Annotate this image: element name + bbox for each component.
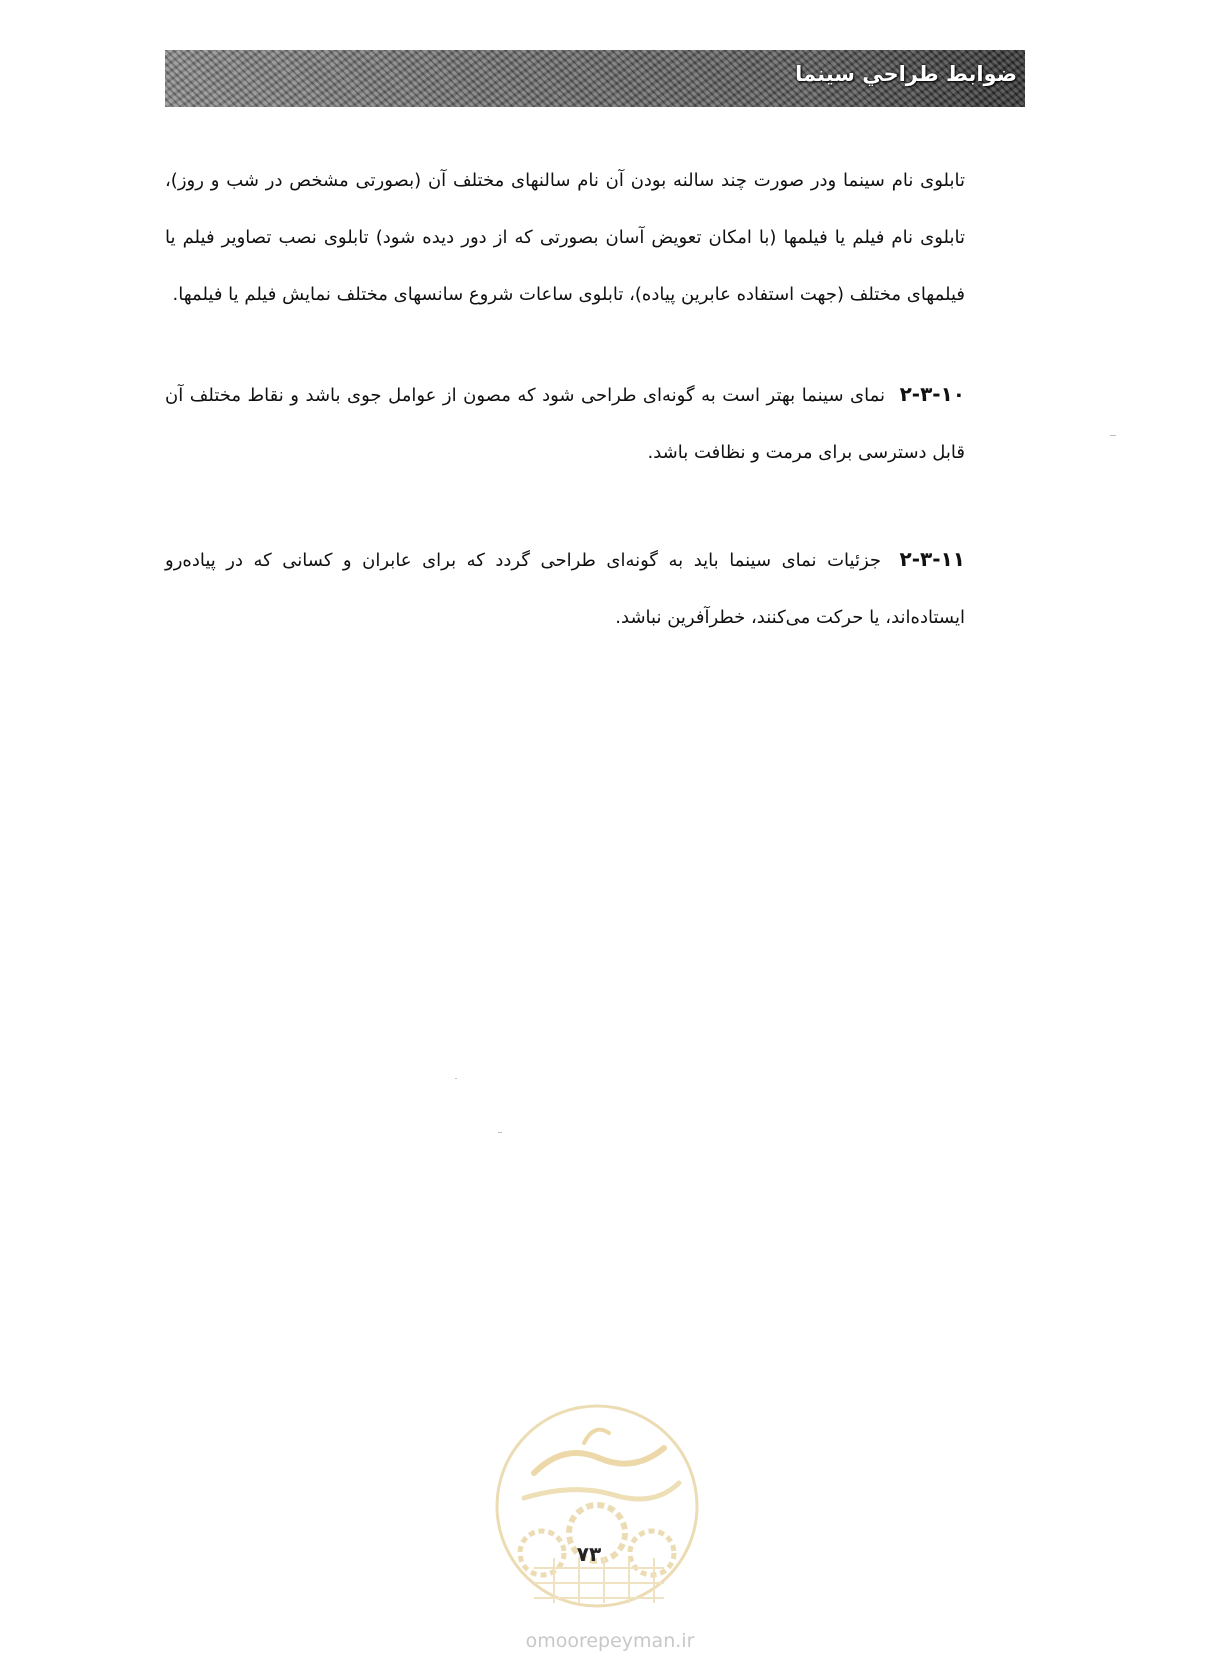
section-number: ۲-۳-۱۱: [899, 547, 965, 571]
scan-speck: [498, 1132, 502, 1133]
header-banner: [165, 50, 1025, 107]
paragraph-text: جزئیات نمای سینما باید به گونه‌ای طراحی گردد که برای عابران و کسانی که در پیاده‌رو ایستاده‌اند، یا حرکت می‌کنند، خطرآفرین نباشد.: [165, 550, 965, 628]
document-body: [165, 152, 965, 646]
watermark-url: omoorepeyman.ir: [525, 1630, 695, 1652]
scan-speck: [455, 1078, 457, 1079]
paragraph-section-10: [165, 366, 965, 481]
paragraph-text: نمای سینما بهتر است به گونه‌ای طراحی شود که مصون از عوامل جوی باشد و نقاط مختلف آن قابل دسترسی برای مرمت و نظافت باشد.: [165, 385, 965, 463]
paragraph-intro: [165, 152, 965, 323]
scan-speck: [1110, 435, 1116, 436]
paragraph-section-11: [165, 531, 965, 646]
watermark-stamp-logo: [494, 1403, 700, 1609]
header-title: ضوابط طراحي سينما: [795, 62, 1017, 86]
paragraph-text: تابلوی نام سینما ودر صورت چند سالنه بودن آن نام سالنهای مختلف آن (بصورتی مشخص در شب و روز)، تابلوی نام فیلم یا فیلمها (با امکان تعویض آسان بصورتی که از دور دیده شود) تابلوی نصب تصاویر فیلم یا فیلمهای مختلف (جهت استفاده عابرین پیاده)، تابلوی ساعات شروع سانسهای مختلف نمایش فیلم یا فیلمها.: [165, 170, 965, 305]
section-number: ۲-۳-۱۰: [899, 382, 965, 406]
page-number: ۷۳: [576, 1542, 602, 1566]
